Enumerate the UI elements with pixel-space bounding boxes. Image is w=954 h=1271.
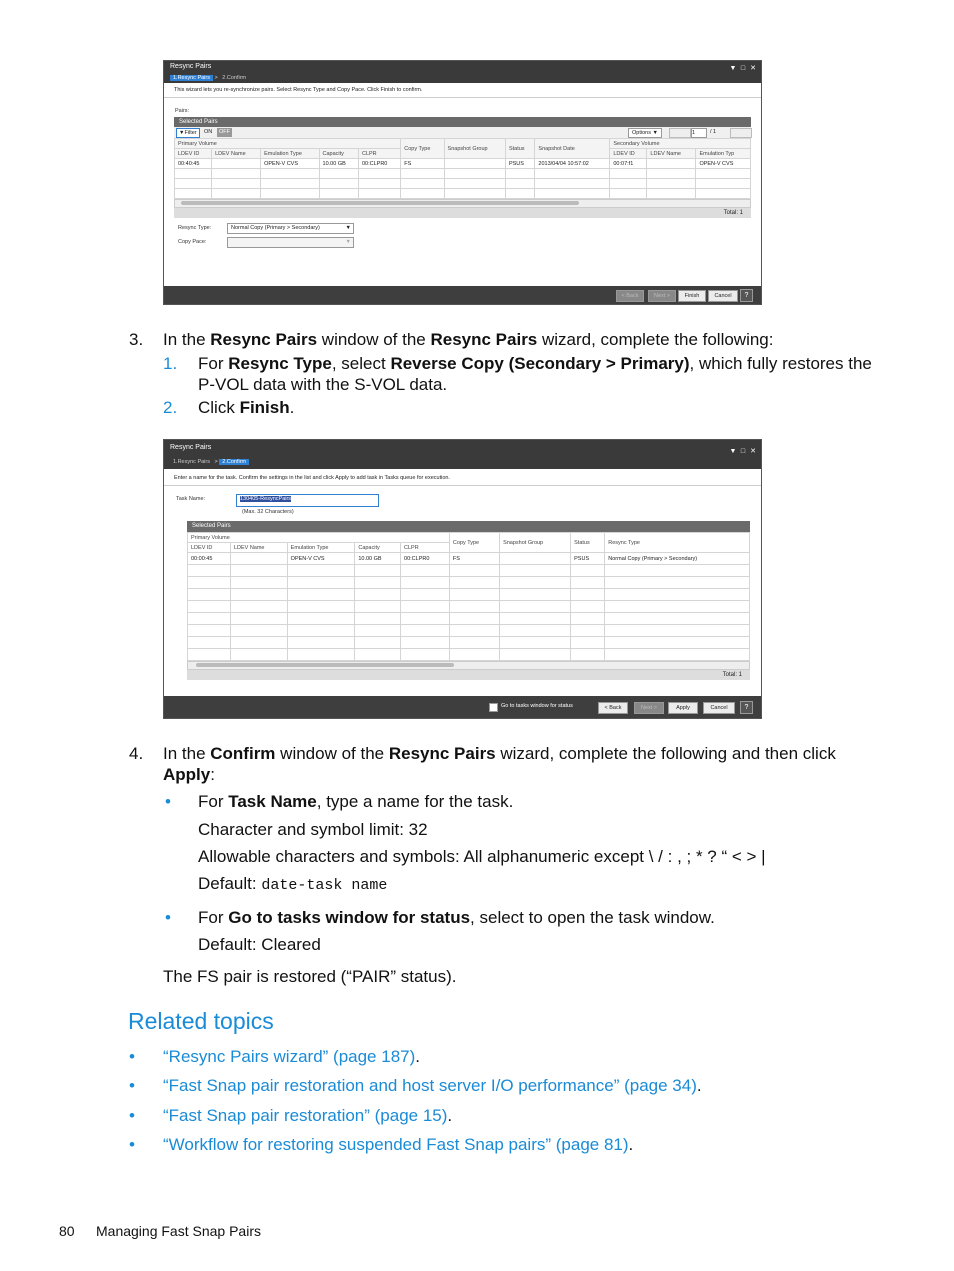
wizard-footer [164,696,761,718]
selected-pairs-heading: Selected Pairs [174,117,751,127]
col-status[interactable]: Status [505,139,534,159]
substep1-text: For Resync Type, select Reverse Copy (Secondary > Primary), which fully restores the [198,354,872,373]
selected-pairs-panel [187,521,750,680]
apply-button[interactable]: Apply [668,702,698,714]
task-name-input[interactable]: 130405-ResyncPairs [236,494,379,507]
cancel-button[interactable]: Cancel [708,290,738,302]
pairs-table [174,138,751,199]
table-row [175,189,751,199]
page-number: 80 [59,1223,75,1239]
max-chars-hint: (Max. 32 Characters) [242,509,294,515]
table-row[interactable]: 00:40:45 OPEN-V CVS 10.00 GB 00:CLPR0 FS PSUS 2013/04/04 10:57:02 00:07:f1 OPEN-V CVS [175,159,751,169]
filter-button[interactable]: ▼Filter [176,128,200,138]
primary-volume-group: Primary Volume [188,533,450,543]
selected-pairs-heading: Selected Pairs [187,521,750,532]
col-snapshot-date[interactable]: Snapshot Date [535,139,610,159]
default-task-name: Default: date-task name [198,874,388,894]
help-icon[interactable]: ? [740,289,753,302]
confirm-window-screenshot [163,439,762,719]
wizard-steps: 1.Resync Pairs > 2.Confirm [164,73,761,83]
pairs-table [187,532,750,661]
table-row [188,625,750,637]
substep2-number: 2. [163,398,178,417]
pin-icon[interactable]: ▼ [729,65,737,72]
resync-type-label: Resync Type: [178,225,212,231]
window-title: Resync Pairs [170,444,212,451]
options-dropdown[interactable]: Options ▼ [628,128,662,138]
substep2-text: Click Finish. [198,398,295,417]
related-link-item: “Fast Snap pair restoration and host server I/O performance” (page 34). [163,1076,702,1095]
col-capacity[interactable]: Capacity [319,149,358,159]
selected-pairs-panel [174,117,751,218]
col-emulation-type[interactable]: Emulation Type [261,149,319,159]
page-footer-title: Managing Fast Snap Pairs [96,1223,261,1239]
col-ldev-name[interactable]: LDEV Name [230,543,287,553]
pin-icon[interactable]: ▼ [729,448,737,455]
col-clpr[interactable]: CLPR [401,543,450,553]
result-text: The FS pair is restored (“PAIR” status). [163,967,457,986]
step-confirm: 2.Confirm [219,459,249,465]
next-button[interactable]: Next > [648,290,676,302]
bullet-icon: • [129,1047,135,1066]
maximize-icon[interactable]: □ [740,65,746,72]
goto-tasks-label: Go to tasks window for status [501,703,573,709]
col-copy-type[interactable]: Copy Type [449,533,499,553]
finish-button[interactable]: Finish [678,290,706,302]
col-resync-type[interactable]: Resync Type [605,533,750,553]
page-input[interactable]: 1 [691,128,707,138]
goto-tasks-bullet: For Go to tasks window for status, select to open the task window. [198,908,715,927]
table-row [175,169,751,179]
step4-number: 4. [129,744,144,763]
help-icon[interactable]: ? [740,701,753,714]
related-link-item: “Resync Pairs wizard” (page 187). [163,1047,420,1066]
copy-pace-label: Copy Pace: [178,239,207,245]
page-nav-next[interactable] [730,128,752,138]
close-icon[interactable]: ✕ [750,65,756,72]
table-row [188,649,750,661]
chevron-down-icon: ▼ [345,225,351,231]
col-s-ldev-id[interactable]: LDEV ID [610,149,647,159]
related-link-item: “Fast Snap pair restoration” (page 15). [163,1106,453,1125]
table-row [188,613,750,625]
wizard-intro: Enter a name for the task. Confirm the settings in the list and click Apply to add task in Tasks queue for execution. [164,469,761,486]
resync-pairs-window-screenshot [163,60,762,305]
col-copy-type[interactable]: Copy Type [401,139,444,159]
task-name-bullet: For Task Name, type a name for the task. [198,792,514,811]
related-link-restoration-io[interactable]: “Fast Snap pair restoration and host server I/O performance” (page 34) [163,1076,697,1095]
substep1-text-line2: P-VOL data with the S-VOL data. [198,375,448,394]
total-count: Total: 1 [174,208,751,218]
horizontal-scrollbar[interactable] [187,661,750,670]
table-row [188,589,750,601]
bullet-icon: • [129,1106,135,1125]
cancel-button[interactable]: Cancel [703,702,735,714]
back-button[interactable]: < Back [616,290,644,302]
wizard-footer [164,286,761,304]
back-button[interactable]: < Back [598,702,628,714]
bullet-icon: • [165,908,171,927]
wizard-intro: This wizard lets you re-synchronize pairs. Select Resync Type and Copy Pace. Click Finish to confirm. [164,83,761,98]
table-row [175,179,751,189]
substep1-number: 1. [163,354,178,373]
col-status[interactable]: Status [571,533,605,553]
window-titlebar [164,440,761,456]
char-limit-text: Character and symbol limit: 32 [198,820,428,839]
col-snapshot-group[interactable]: Snapshot Group [500,533,571,553]
window-title: Resync Pairs [170,63,212,70]
step3-text: In the Resync Pairs window of the Resync Pairs wizard, complete the following: [163,330,774,349]
bullet-icon: • [129,1135,135,1154]
table-row[interactable]: 00:00:45 OPEN-V CVS 10.00 GB 00:CLPR0 FS PSUS Normal Copy (Primary > Secondary) [188,553,750,565]
col-clpr[interactable]: CLPR [358,149,400,159]
col-s-ldev-name[interactable]: LDEV Name [647,149,696,159]
related-link-restoration[interactable]: “Fast Snap pair restoration” (page 15) [163,1106,448,1125]
task-name-label: Task Name: [176,496,206,502]
next-button[interactable]: Next > [634,702,664,714]
col-capacity[interactable]: Capacity [355,543,401,553]
resync-type-select[interactable]: Normal Copy (Primary > Secondary) ▼ [227,223,354,234]
filter-off[interactable]: OFF [219,129,230,135]
col-ldev-name[interactable]: LDEV Name [212,149,261,159]
table-row [188,565,750,577]
related-link-resync-wizard[interactable]: “Resync Pairs wizard” (page 187) [163,1047,416,1066]
filter-on[interactable]: ON [204,129,213,135]
maximize-icon[interactable]: □ [740,448,746,455]
col-ldev-id[interactable]: LDEV ID [188,543,231,553]
table-row [188,601,750,613]
col-snapshot-group[interactable]: Snapshot Group [444,139,505,159]
table-row [188,577,750,589]
copy-pace-select[interactable] [227,237,354,248]
close-icon[interactable]: ✕ [750,448,756,455]
step-confirm: 2.Confirm [222,75,247,81]
page-total: / 1 [710,129,717,135]
horizontal-scrollbar[interactable] [174,199,751,208]
allowable-chars-text: Allowable characters and symbols: All alphanumeric except \ / : , ; * ? “ < > | [198,847,766,866]
goto-tasks-checkbox[interactable] [489,703,498,712]
step-resync-pairs: 1.Resync Pairs [173,459,210,465]
pairs-label: Pairs: [175,108,190,114]
related-link-item: “Workflow for restoring suspended Fast Snap pairs” (page 81). [163,1135,634,1154]
default-cleared: Default: Cleared [198,935,321,954]
window-titlebar [164,61,761,73]
bullet-icon: • [129,1076,135,1095]
step4-text: In the Confirm window of the Resync Pairs wizard, complete the following and then click [163,744,836,763]
step4-text-line2: Apply: [163,765,215,784]
table-row [188,637,750,649]
col-emulation-type[interactable]: Emulation Type [287,543,355,553]
wizard-steps: 1.Resync Pairs > 2.Confirm [164,456,761,469]
col-s-emulation-type[interactable]: Emulation Typ [696,149,751,159]
total-count: Total: 1 [187,670,750,680]
step-resync-pairs: 1.Resync Pairs [170,75,213,81]
col-ldev-id[interactable]: LDEV ID [175,149,212,159]
related-topics-heading: Related topics [128,1008,274,1034]
chevron-down-icon: ▼ [345,239,351,245]
step3-number: 3. [129,330,144,349]
primary-volume-group: Primary Volume [175,139,401,149]
page-nav-prev[interactable] [669,128,691,138]
table-toolbar [174,127,751,138]
secondary-volume-group: Secondary Volume [610,139,751,149]
bullet-icon: • [165,792,171,811]
related-link-workflow[interactable]: “Workflow for restoring suspended Fast Snap pairs” (page 81) [163,1135,629,1154]
